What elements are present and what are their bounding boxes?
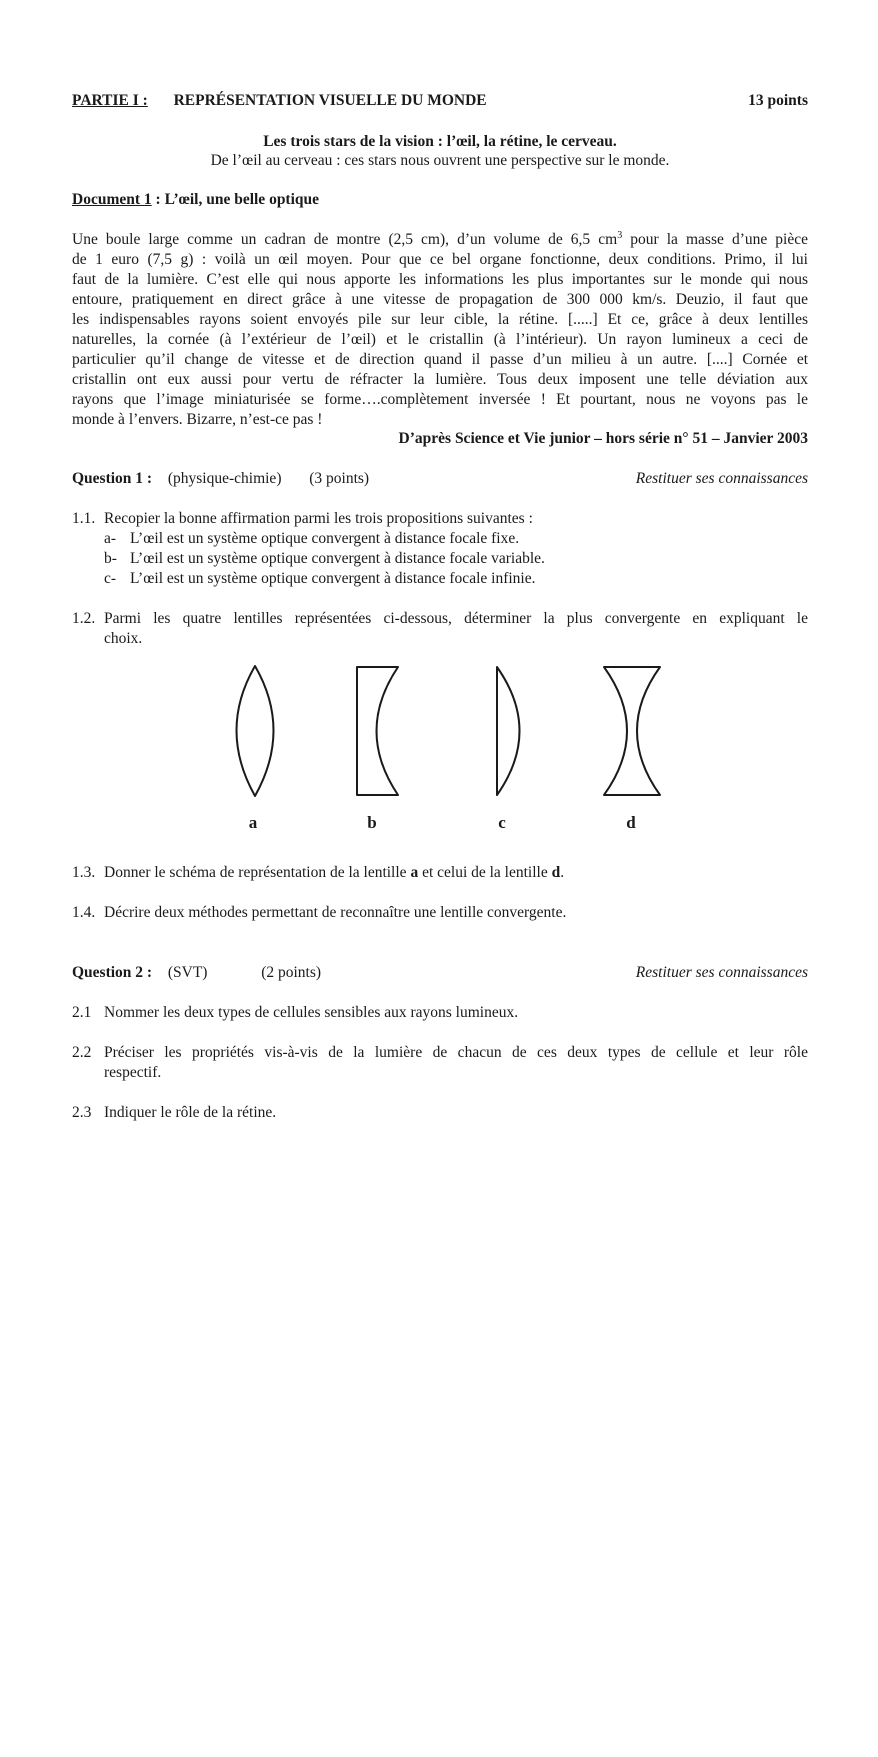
- choice-b-letter: b-: [104, 550, 117, 567]
- lens-figure: [0, 0, 878, 820]
- question1-skill: Restituer ses connaissances: [635, 470, 808, 487]
- document1-label: Document 1: [72, 191, 152, 208]
- choice-b-text: L’œil est un système optique convergent à distance focale variable.: [130, 550, 545, 567]
- q13-text: [104, 863, 564, 883]
- question1-label: Question 1 :: [72, 470, 153, 487]
- subtitle-line2: De l’œil au cerveau : ces stars nous ouvrent une perspective sur le monde.: [210, 152, 670, 169]
- choice-a-letter: a-: [104, 530, 117, 547]
- document1-line-5: les indispensables rayons soient envoyés pile sur leur cible, la rétine. [.....] Et ce, grâce à deux lentilles: [72, 311, 808, 328]
- q13-text-end: .: [560, 864, 565, 881]
- document1-source: D’après Science et Vie junior – hors série n° 51 – Janvier 2003: [398, 430, 808, 447]
- part-points: 13 points: [748, 92, 808, 109]
- document1-line-6: naturelles, la cornée (à l’extérieur de l’œil) et le cristallin (à l’intérieur). Un rayon lumineux a ceci de: [72, 331, 808, 348]
- lens-c-plano-convex: [497, 667, 520, 795]
- q14-number: 1.4.: [72, 904, 96, 921]
- document1-line-4: entoure, pratiquement en direct grâce à une vitesse de propagation de 300 000 km/s. Deuzio, il faut que: [72, 291, 808, 308]
- document1-line-9: rayons que l’image miniaturisée se forme….complètement inversée ! Et pourtant, nous ne voyons pas le: [72, 391, 808, 408]
- document1-line1-text: Une boule large comme un cadran de montre (2,5 cm), d’un volume de 6,5 cm: [72, 231, 618, 248]
- document1-line-2: de 1 euro (7,5 g) : voilà un œil moyen. Pour que ce bel organe fonctionne, deux conditions. Primo, il lui: [72, 251, 808, 268]
- question1-subject: (physique-chimie): [167, 470, 282, 487]
- q22-number: 2.2: [72, 1044, 92, 1061]
- q13-text-start: Donner le schéma de représentation de la lentille: [104, 864, 411, 881]
- question2-header: [72, 963, 321, 983]
- choice-c-letter: c-: [104, 570, 117, 587]
- lens-d-label: d: [626, 813, 636, 832]
- q22-text-line1: Préciser les propriétés vis-à-vis de la lumière de chacun de ces deux types de cellule et leur rôle: [104, 1044, 808, 1061]
- question2-points: (2 points): [261, 964, 322, 981]
- q13-lens-d: d: [551, 864, 561, 881]
- question2-subject: (SVT): [167, 964, 208, 981]
- q11-number: 1.1.: [72, 510, 96, 527]
- document1-title: : L’œil, une belle optique: [151, 191, 320, 208]
- document1-line-7: particulier qu’il change de vitesse et de direction quand il passe d’un milieu à un autre. [....] Cornée et: [72, 351, 808, 368]
- document1-line-3: faut de la lumière. C’est elle qui nous apporte les informations les plus importantes sur le monde qui nous: [72, 271, 808, 288]
- lens-a-label: a: [248, 813, 258, 832]
- document1-line-8: cristallin ont eux aussi pour vertu de réfracter la lumière. Tous deux imposent une telle déviation aux: [72, 371, 808, 388]
- q13-lens-a: a: [410, 864, 419, 881]
- lens-b-plano-concave: [357, 667, 398, 795]
- choice-a-text: L’œil est un système optique convergent à distance focale fixe.: [130, 530, 520, 547]
- lens-b-label: b: [367, 813, 377, 832]
- document1-line1-end: pour la masse d’une pièce: [622, 231, 808, 248]
- q12-text-line1: Parmi les quatre lentilles représentées ci-dessous, déterminer la plus convergente en expliquant le: [104, 610, 808, 627]
- question1-points: (3 points): [309, 470, 370, 487]
- q22-text-line2: respectif.: [104, 1064, 162, 1081]
- part-title: REPRÉSENTATION VISUELLE DU MONDE: [173, 92, 487, 109]
- cube-exponent: 3: [617, 229, 623, 241]
- q23-text: Indiquer le rôle de la rétine.: [104, 1104, 277, 1121]
- q21-text: Nommer les deux types de cellules sensibles aux rayons lumineux.: [104, 1004, 519, 1021]
- q11-text: Recopier la bonne affirmation parmi les trois propositions suivantes :: [104, 510, 533, 527]
- lens-a-biconvex: [237, 666, 274, 796]
- q12-text-line2: choix.: [104, 630, 143, 647]
- lens-c-label: c: [498, 813, 506, 832]
- question2-skill: Restituer ses connaissances: [635, 964, 808, 981]
- q21-number: 2.1: [72, 1004, 92, 1021]
- part-label: PARTIE I :: [72, 92, 148, 109]
- document1-line-10: monde à l’envers. Bizarre, n’est-ce pas !: [72, 411, 323, 428]
- q12-number: 1.2.: [72, 610, 96, 627]
- lens-d-biconcave: [604, 667, 660, 795]
- choice-c-text: L’œil est un système optique convergent à distance focale infinie.: [130, 570, 536, 587]
- q14-text: Décrire deux méthodes permettant de reconnaître une lentille convergente.: [104, 904, 567, 921]
- q13-number: 1.3.: [72, 864, 96, 881]
- q23-number: 2.3: [72, 1104, 92, 1121]
- q13-text-mid: et celui de la lentille: [418, 864, 552, 881]
- question2-label: Question 2 :: [72, 964, 153, 981]
- subtitle-line1: Les trois stars de la vision : l’œil, la rétine, le cerveau.: [263, 133, 617, 150]
